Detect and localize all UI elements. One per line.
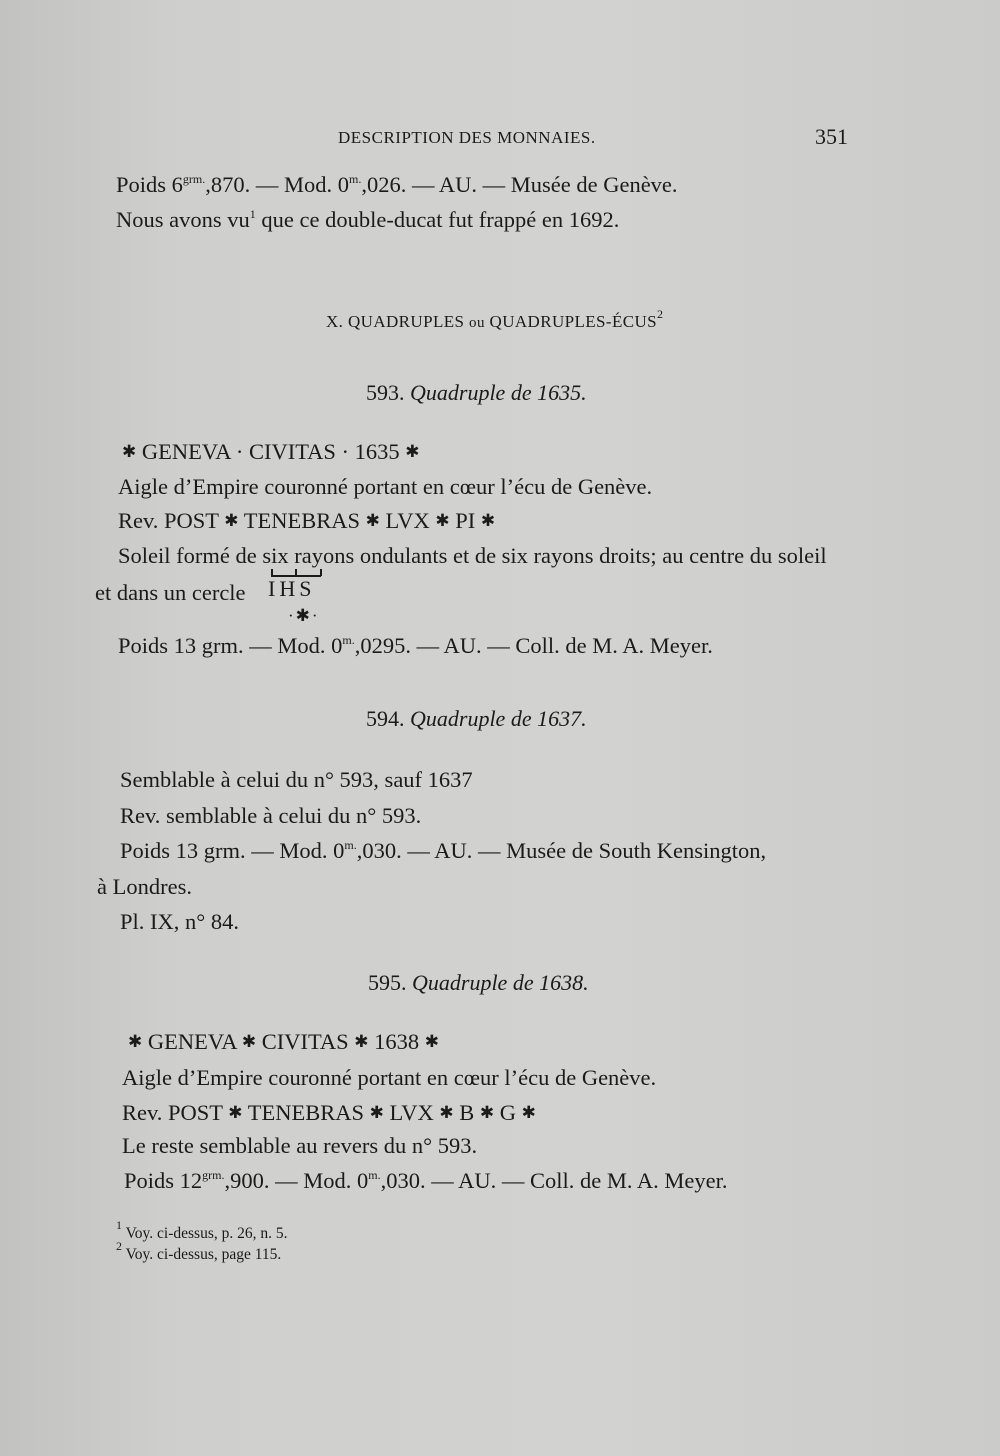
- star-icon: ✱: [521, 1103, 536, 1122]
- text-segment: CIVITAS: [261, 1029, 349, 1054]
- entry-title: Quadruple de 1635.: [410, 380, 587, 405]
- star-icon: ✱: [369, 1103, 384, 1122]
- text-segment: Poids 12: [124, 1168, 203, 1193]
- entry-594-reverse: Rev. semblable à celui du n° 593.: [120, 803, 422, 828]
- text-segment: Nous avons vu: [116, 207, 250, 232]
- entry-594-poids: [120, 838, 766, 864]
- footnote-2: [116, 1239, 282, 1264]
- text-segment: TENEBRAS: [247, 1100, 365, 1125]
- text-segment: B: [459, 1100, 475, 1125]
- text-segment: ΡΙ: [455, 508, 476, 533]
- entry-595-legend: [128, 1029, 439, 1055]
- star-icon: ✱: [405, 442, 420, 461]
- entry-593-cercle: et dans un cercle: [95, 580, 246, 605]
- entry-593-description: Aigle d’Empire couronné portant en cœur l’écu de Genève.: [118, 474, 653, 499]
- monogram-text: IHS: [268, 576, 316, 601]
- text-segment: ,030. — AU. — Coll. de M. A. Meyer.: [380, 1168, 728, 1193]
- entry-title: Quadruple de 1638.: [412, 970, 589, 995]
- entry-595-reverse: [122, 1100, 536, 1126]
- entry-594-semblable: Semblable à celui du n° 593, sauf 1637: [120, 767, 473, 792]
- entry-number: 593.: [366, 380, 405, 405]
- footnote-text: Voy. ci-dessus, p. 26, n. 5.: [122, 1225, 288, 1242]
- star-icon: ✱: [224, 511, 239, 530]
- star-icon: ✱: [480, 511, 496, 530]
- superscript: grm.: [202, 1168, 225, 1182]
- entry-number: 594.: [366, 706, 405, 731]
- text-segment: QUADRUPLES-ÉCUS: [489, 312, 658, 331]
- section-heading: [326, 307, 664, 332]
- entry-593-sun-description: Soleil formé de six rayons ondulants et de six rayons droits; au centre du soleil: [118, 543, 827, 568]
- star-icon: ✱: [365, 511, 380, 530]
- monogram-tick: [271, 569, 273, 576]
- footnote-1: [116, 1218, 288, 1243]
- footnote-ref: 2: [657, 307, 664, 321]
- footnote-ref: 1: [249, 207, 256, 221]
- entry-594-londres: à Londres.: [97, 874, 192, 899]
- text-segment: G: [499, 1100, 516, 1125]
- entry-595-reste: Le reste semblable au revers du n° 593.: [122, 1133, 478, 1158]
- text-segment: Poids 13 grm. — Mod. 0: [120, 838, 345, 863]
- text-segment: LVX: [385, 508, 430, 533]
- entry-593-heading: [366, 380, 587, 406]
- text-segment: Rev. POST: [122, 1100, 223, 1125]
- superscript: m.: [344, 838, 357, 852]
- monogram-tick: [320, 569, 322, 576]
- entry-594-plate: Pl. IX, n° 84.: [120, 909, 240, 934]
- entry-595-description: Aigle d’Empire couronné portant en cœur l’écu de Genève.: [122, 1065, 657, 1090]
- superscript: m.: [349, 172, 362, 186]
- entry-595-poids: [124, 1168, 727, 1194]
- star-icon: ✱: [424, 1032, 440, 1051]
- footnote-mark: 2: [116, 1239, 122, 1253]
- star-icon: ✱: [241, 1032, 257, 1051]
- text-segment: que ce double-ducat fut frappé en 1692.: [255, 207, 620, 232]
- entry-593-poids: [118, 633, 713, 659]
- superscript: m.: [368, 1168, 381, 1182]
- star-icon: ✱: [228, 1103, 243, 1122]
- entry-595-heading: [368, 970, 589, 996]
- star-icon: ✱: [439, 1103, 454, 1122]
- text-segment: TENEBRAS: [243, 508, 361, 533]
- star-icon: ✱: [128, 1032, 143, 1051]
- entry-593-reverse: [118, 508, 495, 534]
- text-segment: ,026. — AU. — Musée de Genève.: [361, 172, 678, 197]
- footnote-text: Voy. ci-dessus, page 115.: [122, 1246, 282, 1263]
- entry-number: 595.: [368, 970, 407, 995]
- star-icon: ✱: [122, 442, 137, 461]
- text-segment: LVX: [389, 1100, 434, 1125]
- entry-title: Quadruple de 1637.: [410, 706, 587, 731]
- text-segment: ,870. — Mod. 0: [205, 172, 350, 197]
- text-segment: 1638: [374, 1029, 420, 1054]
- text-segment: GENEVA: [147, 1029, 237, 1054]
- star-icon: ✱: [354, 1032, 369, 1051]
- text-segment: ,030. — AU. — Musée de South Kensington,: [356, 838, 767, 863]
- text-segment: ou: [469, 315, 485, 331]
- text-segment: Poids 6: [116, 172, 183, 197]
- text-segment: ,0295. — AU. — Coll. de M. A. Meyer.: [354, 633, 713, 658]
- text-segment: ,900. — Mod. 0: [224, 1168, 369, 1193]
- footnote-mark: 1: [116, 1218, 122, 1232]
- intro-poids-line: [116, 172, 678, 198]
- monogram-tick: [295, 569, 297, 576]
- running-header: DESCRIPTION DES MONNAIES.: [338, 128, 596, 147]
- text-segment: X. QUADRUPLES: [326, 312, 465, 331]
- superscript: grm.: [182, 172, 206, 186]
- monogram-star-icon: ·✱·: [288, 606, 320, 625]
- ihs-monogram: [268, 566, 328, 626]
- intro-nous-line: [116, 207, 619, 233]
- text-segment: GENEVA · CIVITAS · 1635: [141, 439, 400, 464]
- star-icon: ✱: [435, 511, 450, 530]
- text-segment: Poids 13 grm. — Mod. 0: [118, 633, 343, 658]
- page-number: 351: [815, 124, 848, 149]
- text-segment: Rev. POST: [118, 508, 219, 533]
- entry-594-heading: [366, 706, 587, 732]
- entry-593-legend: [122, 439, 420, 465]
- star-icon: ✱: [479, 1103, 495, 1122]
- superscript: m.: [342, 633, 355, 647]
